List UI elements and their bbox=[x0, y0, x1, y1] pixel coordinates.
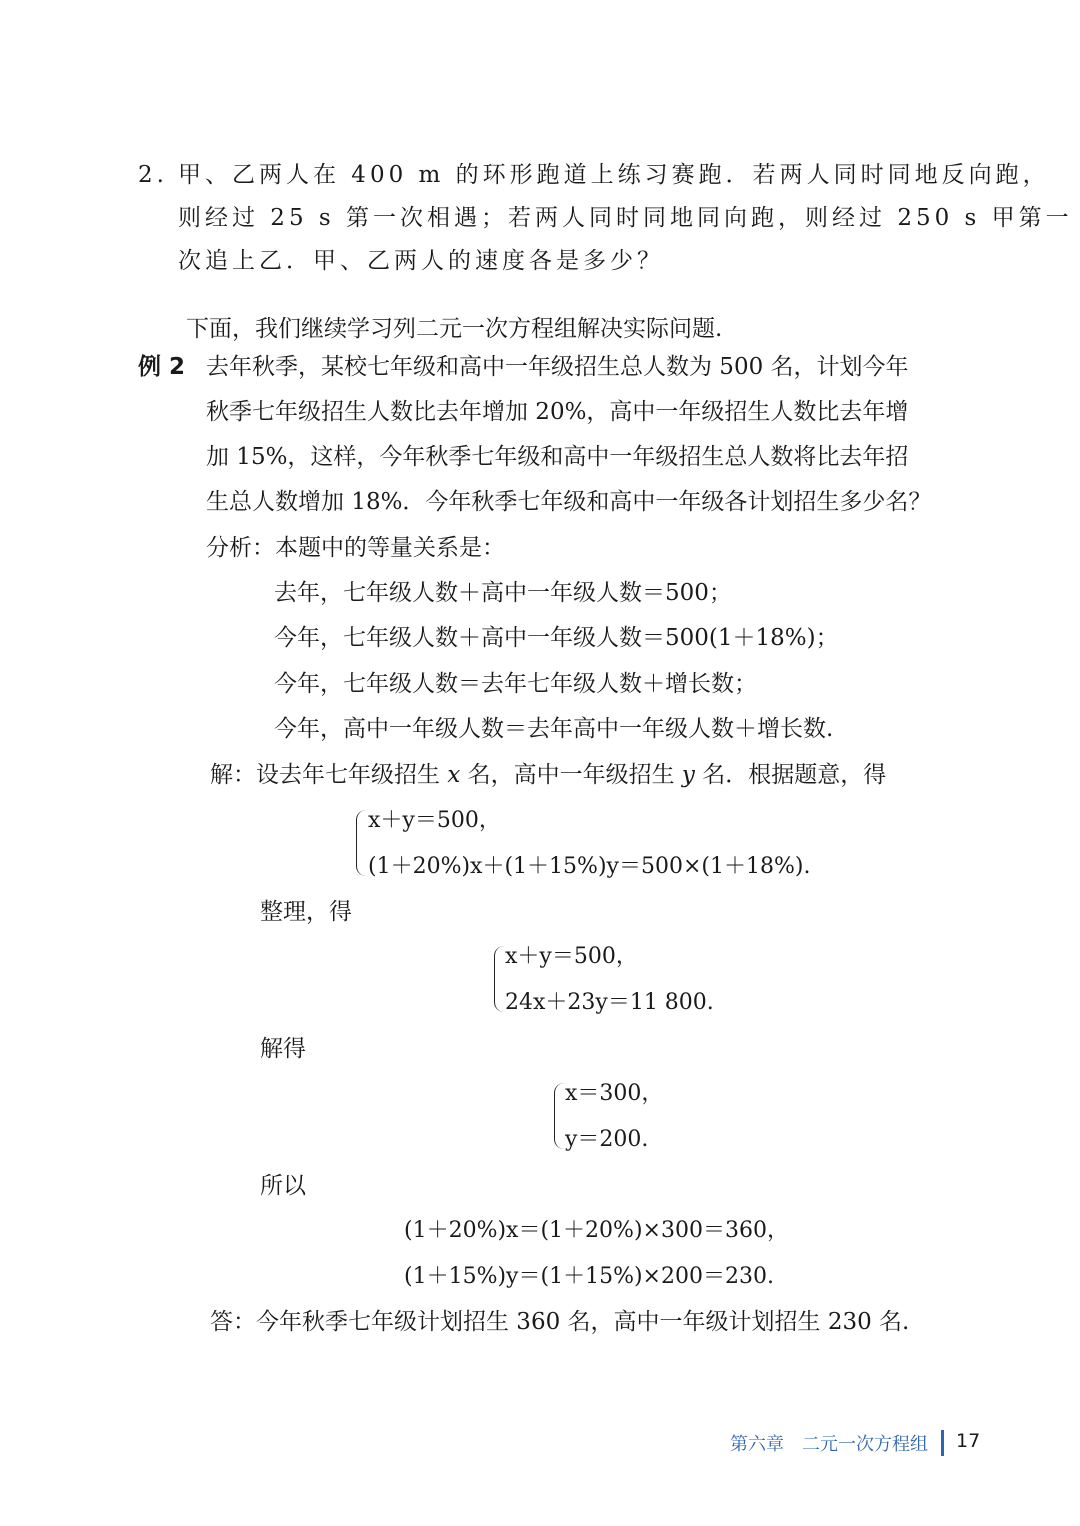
footer-divider bbox=[941, 1430, 944, 1456]
analysis-relation-3: 今年，七年级人数＝去年七年级人数＋增长数； bbox=[274, 671, 757, 697]
example-line-2: 秋季七年级招生人数比去年增加 20%，高中一年级招生人数比去年增 bbox=[206, 399, 909, 425]
system-1-eq-1: x＋y＝500， bbox=[368, 808, 501, 833]
solution-intro-c: 名．根据题意，得 bbox=[694, 762, 887, 788]
problem-line-3: 次追上乙．甲、乙两人的速度各是多少？ bbox=[178, 248, 664, 274]
analysis-relation-1: 去年，七年级人数＋高中一年级人数＝500； bbox=[274, 580, 732, 606]
analysis-title: 分析：本题中的等量关系是： bbox=[206, 535, 505, 561]
example-line-1: 去年秋季，某校七年级和高中一年级招生总人数为 500 名，计划今年 bbox=[206, 354, 909, 380]
system-2-eq-1: x＋y＝500， bbox=[505, 944, 638, 969]
problem-number: 2. bbox=[138, 162, 168, 188]
system-3-eq-1: x＝300， bbox=[565, 1081, 664, 1106]
answer: 答：今年秋季七年级计划招生 360 名，高中一年级计划招生 230 名. bbox=[210, 1309, 910, 1335]
problem-line-2: 则经过 25 s 第一次相遇；若两人同时同地同向跑，则经过 250 s 甲第一 bbox=[178, 205, 1073, 231]
chapter-footer: 第六章 二元一次方程组 bbox=[730, 1434, 928, 1455]
page-number: 17 bbox=[956, 1430, 981, 1452]
example-label: 例 2 bbox=[138, 354, 186, 380]
variable-y: y bbox=[681, 762, 695, 788]
solution-intro-a: 解：设去年七年级招生 bbox=[210, 762, 448, 788]
section-intro: 下面，我们继续学习列二元一次方程组解决实际问题. bbox=[186, 316, 723, 342]
system-2-eq-2: 24x＋23y＝11 800. bbox=[505, 990, 714, 1015]
analysis-relation-4: 今年，高中一年级人数＝去年高中一年级人数＋增长数. bbox=[274, 716, 834, 742]
solution-intro bbox=[210, 760, 886, 790]
step-therefore: 所以 bbox=[260, 1173, 306, 1199]
step-simplify: 整理，得 bbox=[260, 899, 352, 925]
system-1-brace bbox=[356, 810, 367, 876]
example-line-4: 生总人数增加 18%．今年秋季七年级和高中一年级各计划招生多少名？ bbox=[206, 489, 932, 515]
variable-x: x bbox=[447, 762, 461, 788]
problem-line-1: 甲、乙两人在 400 m 的环形跑道上练习赛跑．若两人同时同地反向跑， bbox=[178, 162, 1050, 188]
analysis-relation-2: 今年，七年级人数＋高中一年级人数＝500(1＋18%)； bbox=[274, 625, 839, 651]
step-solve: 解得 bbox=[260, 1036, 306, 1062]
system-3-brace bbox=[554, 1083, 565, 1149]
system-3-eq-2: y＝200. bbox=[565, 1127, 649, 1152]
calc-line-2: (1＋15%)y＝(1＋15%)×200＝230. bbox=[404, 1264, 774, 1289]
solution-intro-b: 名，高中一年级招生 bbox=[460, 762, 682, 788]
system-2-brace bbox=[494, 946, 505, 1012]
example-line-3: 加 15%，这样，今年秋季七年级和高中一年级招生总人数将比去年招 bbox=[206, 444, 909, 470]
calc-line-1: (1＋20%)x＝(1＋20%)×300＝360， bbox=[404, 1218, 789, 1243]
system-1-eq-2: (1＋20%)x＋(1＋15%)y＝500×(1＋18%). bbox=[368, 854, 811, 879]
